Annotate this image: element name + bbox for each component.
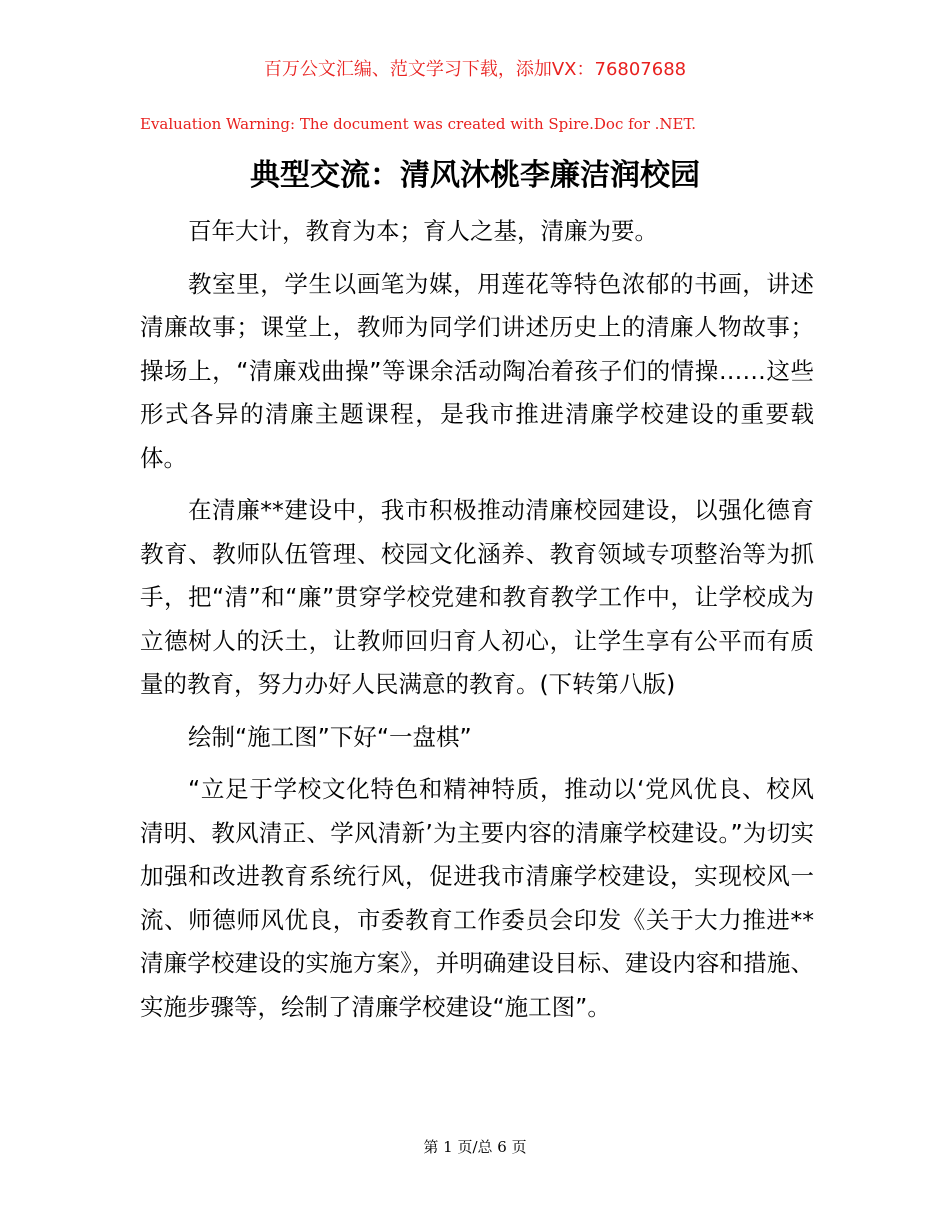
paragraph: “立足于学校文化特色和精神特质，推动以‘党风优良、校风清明、教风清正、学风清新’为主要内容的清廉学校建设。”为切实加强和改进教育系统行风，促进我市清廉学校建设，实现校风一流、师德师风优良，市委教育工作委员会印发《关于大力推进**清廉学校建设的实施方案》，并明确建设目标、建设内容和措施、实施步骤等，绘制了清廉学校建设“施工图”。 (140, 775, 814, 1021)
section-heading: 绘制“施工图”下好“一盘棋” (188, 722, 472, 751)
paragraph: 百年大计，教育为本；育人之基，清廉为要。 (188, 217, 658, 245)
document-body (140, 210, 814, 1038)
page-footer: 第 1 页/总 6 页 (423, 1138, 527, 1156)
paragraph: 在清廉**建设中，我市积极推动清廉校园建设，以强化德育教育、教师队伍管理、校园文化涵养、教育领域专项整治等为抓手，把“清”和“廉”贯穿学校党建和教育教学工作中，让学校成为立德树人的沃土，让教师回归育人初心，让学生享有公平而有质量的教育，努力办好人民满意的教育。(下转第八版) (140, 496, 814, 698)
evaluation-warning: Evaluation Warning: The document was created with Spire.Doc for .NET. (140, 115, 697, 133)
document-title: 典型交流：清风沐桃李廉洁润校园 (250, 158, 700, 193)
paragraph: 教室里，学生以画笔为媒，用莲花等特色浓郁的书画，讲述清廉故事；课堂上，教师为同学们讲述历史上的清廉人物故事；操场上，“清廉戏曲操”等课余活动陶冶着孩子们的情操……这些形式各异的清廉主题课程，是我市推进清廉学校建设的重要载体。 (140, 269, 814, 472)
header-banner: 百万公文汇编、范文学习下载，添加VX：76807688 (263, 59, 687, 80)
